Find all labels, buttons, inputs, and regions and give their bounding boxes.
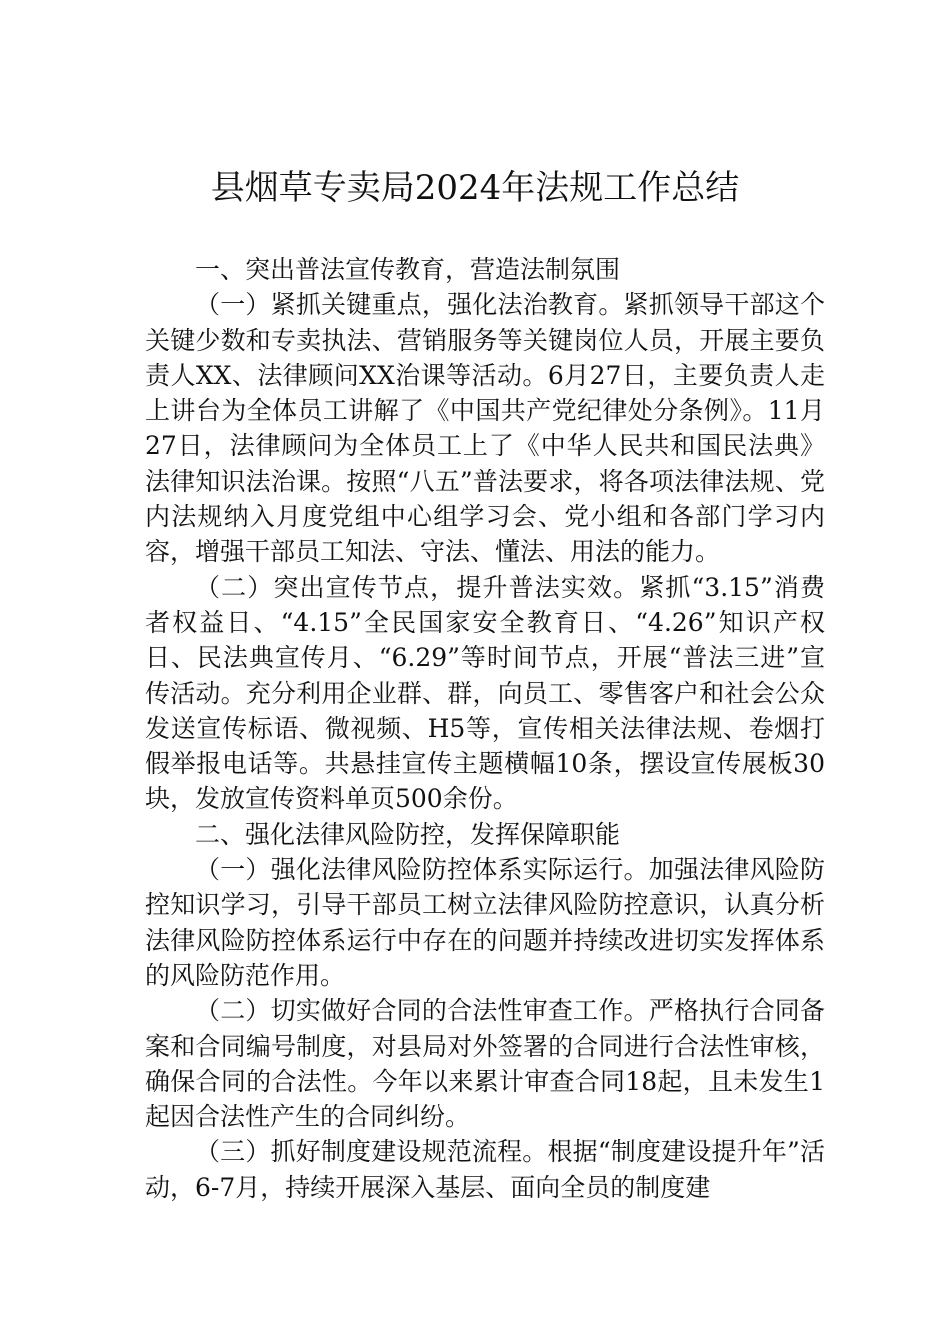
section-heading: 一、突出普法宣传教育，营造法制氛围	[195, 255, 621, 284]
document-title: 县烟草专卖局2024年法规工作总结	[210, 168, 740, 208]
paragraph: （一）强化法律风险防控体系实际运行。加强法律风险防控知识学习，引导干部员工树立法律风险防控意识，认真分析法律风险防控体系运行中存在的问题并持续改进切实发挥体系的风险防范作用。	[145, 855, 825, 990]
paragraph: （二）切实做好合同的合法性审查工作。严格执行合同备案和合同编号制度，对县局对外签署的合同进行合法性审核，确保合同的合法性。今年以来累计审查合同18起，且未发生1起因合法性产生的合同纠纷。	[145, 996, 825, 1132]
paragraph: （二）突出宣传节点，提升普法实效。紧抓“3.15”消费者权益日、“4.15”全民国家安全教育日、“4.26”知识产权日、民法典宣传月、“6.29”等时间节点，开展“普法三进”宣传活动。充分利用企业群、群，向员工、零售客户和社会公众发送宣传标语、微视频、H5等，宣传相关法律法规、卷烟打假举报电话等。共悬挂宣传主题横幅10条，摆设宣传展板30块，发放宣传资料单页500余份。	[145, 572, 825, 814]
paragraph: （一）紧抓关键重点，强化法治教育。紧抓领导干部这个关键少数和专卖执法、营销服务等关键岗位人员，开展主要负责人XX、法律顾问XX治课等活动。6月27日，主要负责人走上讲台为全体员工讲解了《中国共产党纪律处分条例》。11月27日，法律顾问为全体员工上了《中华人民共和国民法典》法律知识法治课。按照“八五”普法要求，将各项法律法规、党内法规纳入月度党组中心组学习会、党小组和各部门学习内容，增强干部员工知法、守法、懂法、用法的能力。	[145, 290, 825, 567]
document-body	[145, 252, 825, 1205]
section-heading: 二、强化法律风险防控，发挥保障职能	[195, 819, 621, 849]
paragraph: （三）抓好制度建设规范流程。根据“制度建设提升年”活动，6-7月，持续开展深入基层、面向全员的制度建	[145, 1137, 825, 1202]
